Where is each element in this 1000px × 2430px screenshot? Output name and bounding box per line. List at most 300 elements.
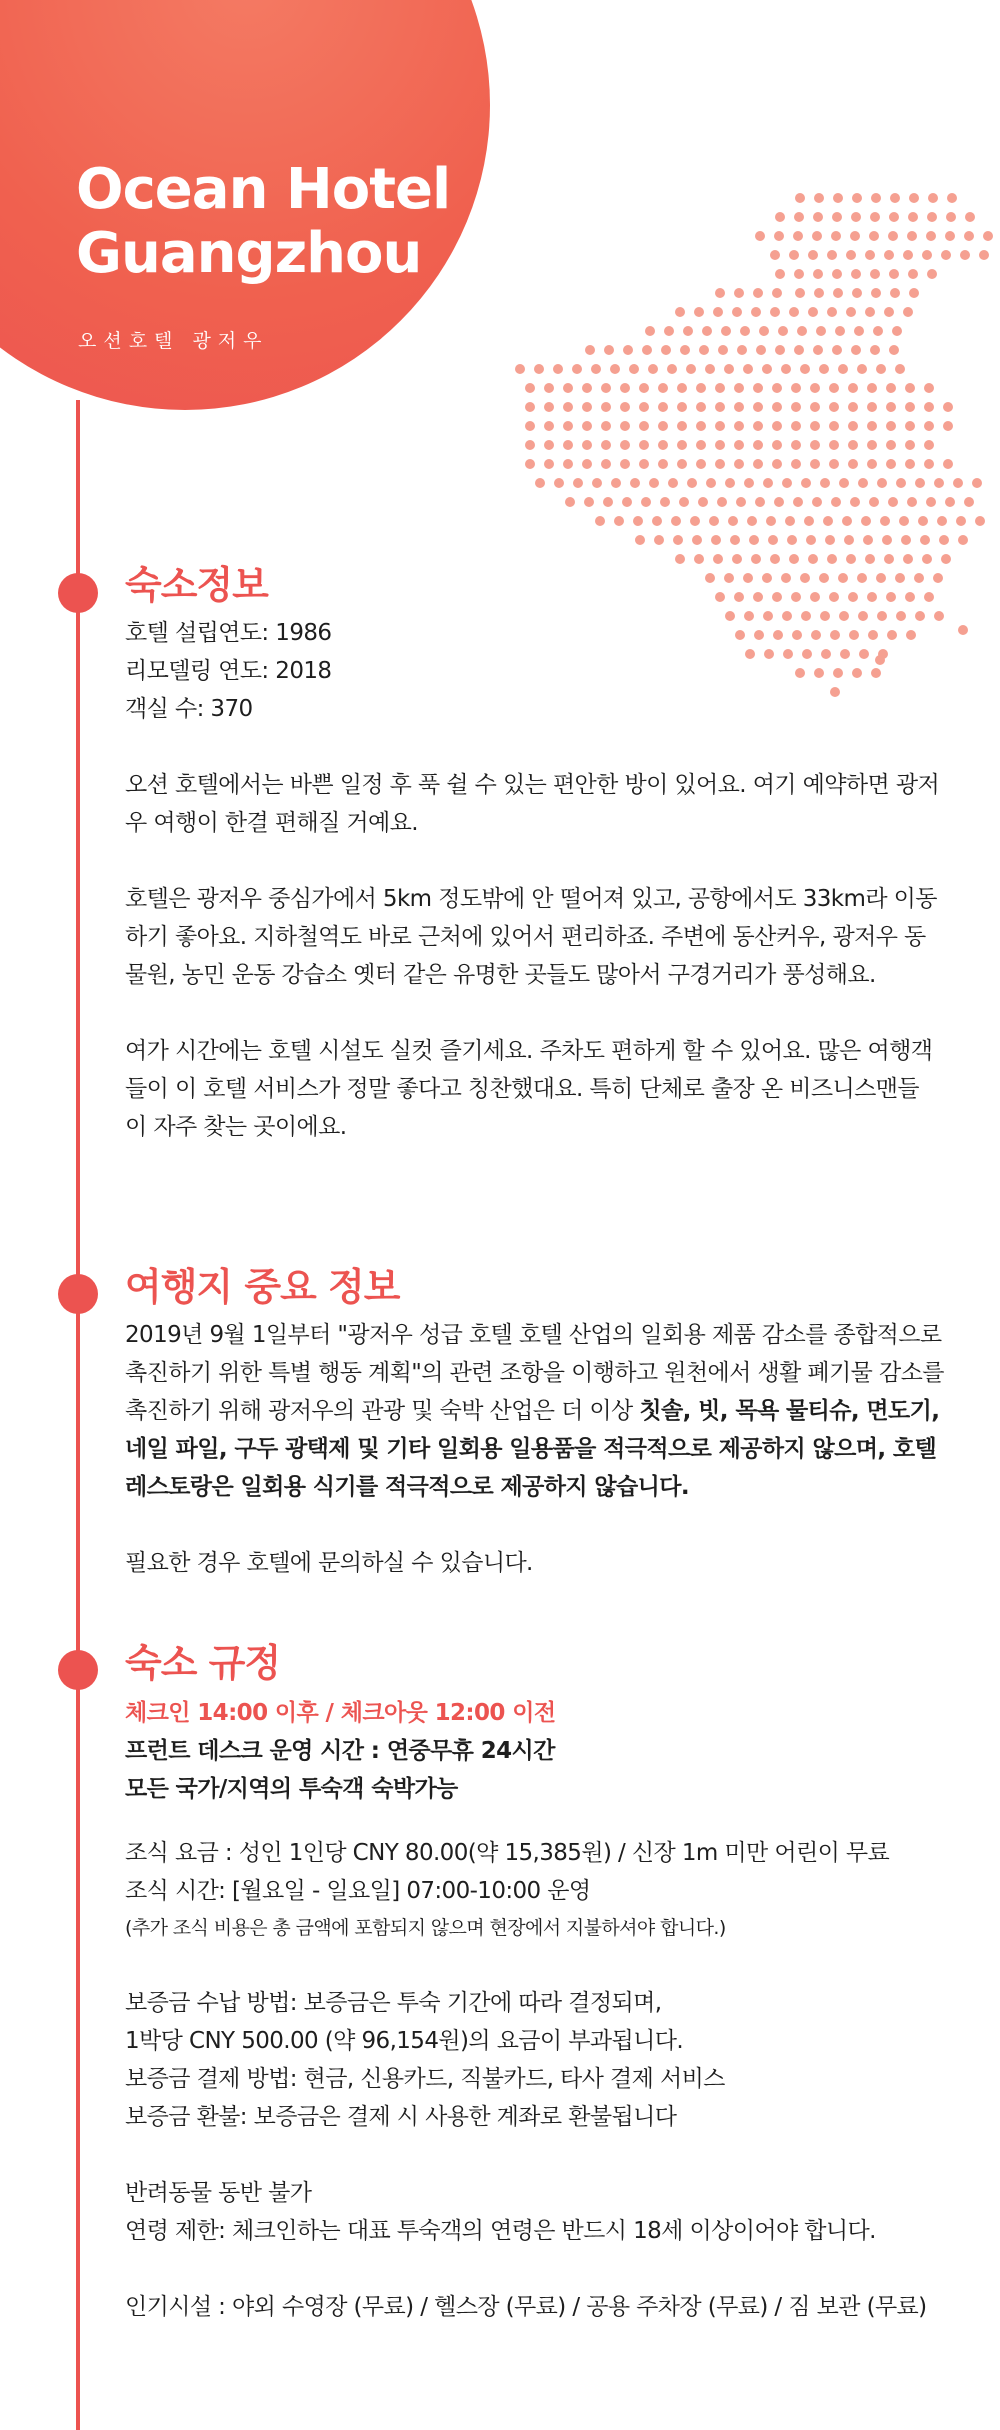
map-dot (601, 383, 611, 393)
map-dot (772, 402, 782, 412)
map-dot (660, 497, 670, 507)
map-dot (734, 288, 744, 298)
map-dot (810, 459, 820, 469)
map-dot (896, 478, 906, 488)
map-dot (800, 364, 810, 374)
map-dot (865, 250, 875, 260)
map-dot (544, 421, 554, 431)
map-dot (679, 497, 689, 507)
popular-facilities: 인기시설 : 야외 수영장 (무료) / 헬스장 (무료) / 공용 주차장 (무료) / 짐 보관 (무료) (125, 2294, 927, 2320)
map-dot (698, 497, 708, 507)
map-dot (846, 307, 856, 317)
guest-eligibility: 모든 국가/지역의 투숙객 숙박가능 (125, 1776, 458, 1802)
map-dot (791, 383, 801, 393)
map-dot (775, 269, 785, 279)
map-dot (886, 402, 896, 412)
map-dot (639, 421, 649, 431)
map-dot (734, 402, 744, 412)
map-dot (915, 478, 925, 488)
map-dot (582, 383, 592, 393)
breakfast-note: (추가 조식 비용은 총 금액에 포함되지 않으며 현장에서 지불하셔야 합니다.) (125, 1917, 726, 1939)
map-dot (645, 326, 655, 336)
map-dot (850, 497, 860, 507)
map-dot (525, 421, 535, 431)
map-dot (791, 459, 801, 469)
map-dot (851, 212, 861, 222)
map-dot (696, 459, 706, 469)
map-dot (852, 288, 862, 298)
map-dot (829, 440, 839, 450)
map-dot (848, 459, 858, 469)
map-dot (920, 535, 930, 545)
map-dot (892, 326, 902, 336)
map-dot (582, 421, 592, 431)
map-dot (592, 478, 602, 488)
map-dot (563, 459, 573, 469)
map-dot (696, 440, 706, 450)
map-dot (953, 478, 963, 488)
map-dot (829, 459, 839, 469)
map-dot (820, 478, 830, 488)
map-dot (924, 383, 934, 393)
map-dot (852, 193, 862, 203)
map-dot (907, 231, 917, 241)
map-dot (730, 535, 740, 545)
map-dot (886, 440, 896, 450)
map-dot (623, 345, 633, 355)
map-dot (831, 231, 841, 241)
map-dot (775, 345, 785, 355)
map-dot (846, 250, 856, 260)
map-dot (781, 364, 791, 374)
map-dot (888, 231, 898, 241)
map-dot (601, 440, 611, 450)
map-dot (905, 459, 915, 469)
map-dot (926, 497, 936, 507)
map-dot (791, 440, 801, 450)
map-dot (924, 459, 934, 469)
map-dot (832, 345, 842, 355)
map-dot (814, 193, 824, 203)
contact-hotel-note: 필요한 경우 호텔에 문의하실 수 있습니다. (125, 1550, 533, 1576)
map-dot (854, 326, 864, 336)
map-dot (696, 402, 706, 412)
map-dot (886, 459, 896, 469)
map-dot (808, 307, 818, 317)
map-dot (629, 364, 639, 374)
map-dot (877, 478, 887, 488)
single-use-notice (125, 1316, 945, 1506)
map-dot (535, 478, 545, 488)
map-dot (867, 440, 877, 450)
map-dot (861, 516, 871, 526)
map-dot (789, 250, 799, 260)
map-dot (867, 459, 877, 469)
map-dot (956, 516, 966, 526)
map-dot (873, 326, 883, 336)
map-dot (774, 231, 784, 241)
map-dot (827, 250, 837, 260)
map-dot (907, 497, 917, 507)
map-dot (901, 535, 911, 545)
map-dot (544, 440, 554, 450)
map-dot (772, 288, 782, 298)
map-dot (794, 345, 804, 355)
map-dot (734, 383, 744, 393)
map-dot (614, 516, 624, 526)
map-dot (658, 402, 668, 412)
map-dot (810, 421, 820, 431)
breakfast-fee: 조식 요금 : 성인 1인당 CNY 80.00(약 15,385원) / 신장 1m 미만 어린이 무료 (125, 1840, 890, 1866)
map-dot (706, 478, 716, 488)
map-dot (677, 402, 687, 412)
map-dot (810, 402, 820, 412)
map-dot (635, 535, 645, 545)
map-dot (964, 231, 974, 241)
checkin-checkout-times: 체크인 14:00 이후 / 체크아웃 12:00 이전 (125, 1700, 556, 1726)
map-dot (768, 535, 778, 545)
map-dot (905, 383, 915, 393)
map-dot (525, 440, 535, 450)
map-dot (734, 440, 744, 450)
map-dot (927, 212, 937, 222)
map-dot (884, 307, 894, 317)
map-dot (763, 478, 773, 488)
map-dot (958, 535, 968, 545)
map-dot (603, 497, 613, 507)
map-dot (848, 402, 858, 412)
map-dot (690, 516, 700, 526)
map-dot (905, 421, 915, 431)
map-dot (964, 497, 974, 507)
map-dot (924, 421, 934, 431)
map-dot (829, 402, 839, 412)
map-dot (850, 231, 860, 241)
map-dot (806, 535, 816, 545)
map-dot (709, 516, 719, 526)
map-dot (766, 516, 776, 526)
map-dot (842, 516, 852, 526)
map-dot (909, 193, 919, 203)
map-dot (753, 459, 763, 469)
map-dot (572, 364, 582, 374)
map-dot (889, 212, 899, 222)
map-dot (813, 345, 823, 355)
deposit-payment-methods: 보증금 결제 방법: 현금, 신용카드, 직불카드, 타사 결제 서비스 (125, 2066, 725, 2092)
section-title-policies: 숙소 규정 (125, 1641, 281, 1685)
map-dot (863, 535, 873, 545)
map-dot (829, 383, 839, 393)
map-dot (808, 250, 818, 260)
map-dot (865, 307, 875, 317)
map-dot (909, 288, 919, 298)
map-dot (848, 421, 858, 431)
map-dot (813, 269, 823, 279)
map-dot (692, 535, 702, 545)
map-dot (696, 383, 706, 393)
map-dot (525, 459, 535, 469)
map-dot (747, 516, 757, 526)
map-dot (687, 478, 697, 488)
map-dot (794, 269, 804, 279)
map-dot (844, 535, 854, 545)
map-dot (946, 212, 956, 222)
map-dot (848, 440, 858, 450)
map-dot (525, 383, 535, 393)
map-dot (633, 516, 643, 526)
map-dot (890, 193, 900, 203)
map-dot (661, 345, 671, 355)
map-dot (565, 497, 575, 507)
map-dot (825, 535, 835, 545)
map-dot (658, 383, 668, 393)
map-dot (774, 497, 784, 507)
map-dot (525, 402, 535, 412)
deposit-amount: 1박당 CNY 500.00 (약 96,154원)의 요금이 부과됩니다. (125, 2028, 684, 2054)
map-dot (924, 402, 934, 412)
map-dot (960, 250, 970, 260)
map-dot (794, 212, 804, 222)
map-dot (652, 516, 662, 526)
map-dot (882, 535, 892, 545)
map-dot (639, 383, 649, 393)
map-dot (871, 193, 881, 203)
map-dot (711, 535, 721, 545)
map-dot (895, 364, 905, 374)
map-dot (584, 497, 594, 507)
map-dot (715, 288, 725, 298)
map-dot (762, 364, 772, 374)
map-dot (585, 345, 595, 355)
map-dot (715, 402, 725, 412)
map-dot (601, 402, 611, 412)
map-dot (889, 345, 899, 355)
map-dot (582, 459, 592, 469)
map-dot (667, 364, 677, 374)
map-dot (563, 440, 573, 450)
map-dot (801, 478, 811, 488)
deposit-method: 보증금 수납 방법: 보증금은 투숙 기간에 따라 결정되며, (125, 1990, 662, 2016)
map-dot (554, 478, 564, 488)
map-dot (922, 250, 932, 260)
map-dot (677, 383, 687, 393)
map-dot (702, 326, 712, 336)
map-dot (787, 535, 797, 545)
map-dot (979, 250, 989, 260)
map-dot (753, 288, 763, 298)
map-dot (943, 402, 953, 412)
map-dot (696, 421, 706, 431)
map-dot (795, 288, 805, 298)
map-dot (791, 402, 801, 412)
map-dot (573, 478, 583, 488)
map-dot (591, 364, 601, 374)
map-dot (888, 497, 898, 507)
map-dot (713, 307, 723, 317)
map-dot (867, 383, 877, 393)
map-dot (778, 326, 788, 336)
map-dot (658, 421, 668, 431)
map-dot (553, 364, 563, 374)
map-dot (642, 345, 652, 355)
fact-room-count: 객실 수: 370 (125, 696, 253, 722)
map-dot (755, 497, 765, 507)
map-dot (903, 250, 913, 260)
map-dot (899, 516, 909, 526)
map-dot (756, 345, 766, 355)
map-dot (945, 231, 955, 241)
front-desk-hours: 프런트 데스크 운영 시간 : 연중무휴 24시간 (125, 1738, 555, 1764)
map-dot (816, 326, 826, 336)
timeline-dot-travel-info (58, 1274, 98, 1314)
map-dot (639, 440, 649, 450)
map-dot (827, 307, 837, 317)
map-dot (639, 402, 649, 412)
map-dot (582, 402, 592, 412)
map-dot (582, 440, 592, 450)
map-dot (744, 478, 754, 488)
map-dot (793, 231, 803, 241)
map-dot (648, 364, 658, 374)
timeline-line (76, 400, 80, 2430)
map-dot (677, 440, 687, 450)
map-dot (934, 478, 944, 488)
map-dot (544, 383, 554, 393)
map-dot (965, 212, 975, 222)
map-dot (654, 535, 664, 545)
section-title-travel-info: 여행지 중요 정보 (125, 1265, 400, 1309)
map-dot (677, 459, 687, 469)
map-dot (886, 421, 896, 431)
map-dot (737, 345, 747, 355)
hotel-name-line2: Guangzhou (76, 221, 422, 286)
map-dot (795, 193, 805, 203)
map-dot (943, 459, 953, 469)
map-dot (838, 364, 848, 374)
map-dot (736, 497, 746, 507)
map-dot (699, 345, 709, 355)
map-dot (658, 440, 668, 450)
map-dot (871, 288, 881, 298)
map-dot (905, 440, 915, 450)
map-dot (664, 326, 674, 336)
map-dot (939, 535, 949, 545)
map-dot (831, 497, 841, 507)
map-dot (515, 364, 525, 374)
map-dot (620, 440, 630, 450)
map-dot (753, 402, 763, 412)
map-dot (721, 326, 731, 336)
map-dot (751, 307, 761, 317)
map-dot (782, 478, 792, 488)
map-dot (870, 345, 880, 355)
map-dot (601, 459, 611, 469)
map-dot (870, 269, 880, 279)
map-dot (869, 231, 879, 241)
map-dot (848, 383, 858, 393)
map-dot (793, 497, 803, 507)
timeline-dot-policies (58, 1650, 98, 1690)
map-dot (680, 345, 690, 355)
map-dot (905, 402, 915, 412)
map-dot (943, 421, 953, 431)
section-accommodation-info (125, 560, 945, 1146)
map-dot (958, 625, 968, 635)
map-dot (620, 459, 630, 469)
map-dot (753, 421, 763, 431)
fact-established-year: 호텔 설립연도: 1986 (125, 620, 332, 646)
map-dot (715, 440, 725, 450)
map-dot (829, 421, 839, 431)
map-dot (675, 307, 685, 317)
map-dot (858, 478, 868, 488)
map-dot (772, 459, 782, 469)
map-dot (972, 478, 982, 488)
pet-policy: 반려동물 동반 불가 (125, 2180, 312, 2206)
map-dot (668, 478, 678, 488)
map-dot (724, 364, 734, 374)
map-dot (658, 459, 668, 469)
map-dot (785, 516, 795, 526)
map-dot (819, 364, 829, 374)
section-title-accommodation: 숙소정보 (125, 563, 268, 607)
map-dot (620, 402, 630, 412)
map-dot (791, 421, 801, 431)
map-dot (839, 478, 849, 488)
hotel-korean-name: 오션호텔 광저우 (78, 330, 269, 352)
description-paragraph-3: 여가 시간에는 호텔 시설도 실컷 즐기세요. 주차도 편하게 할 수 있어요. 많은 여행객들이 이 호텔 서비스가 정말 좋다고 칭찬했대요. 특히 단체로 출장 온 비즈니스맨들이 자주 찾는 곳이에요. (125, 1038, 933, 1140)
map-dot (563, 383, 573, 393)
age-restriction: 연령 제한: 체크인하는 대표 투숙객의 연령은 반드시 18세 이상이어야 합니다. (125, 2218, 876, 2244)
map-dot (851, 269, 861, 279)
map-dot (833, 193, 843, 203)
map-dot (715, 383, 725, 393)
map-dot (622, 497, 632, 507)
map-dot (928, 193, 938, 203)
map-dot (832, 269, 842, 279)
map-dot (717, 497, 727, 507)
map-dot (903, 307, 913, 317)
description-paragraph-2: 호텔은 광저우 중심가에서 5km 정도밖에 안 떨어져 있고, 공항에서도 33km라 이동하기 좋아요. 지하철역도 바로 근처에 있어서 편리하죠. 주변에 동산커우, 광저우 동물원, 농민 운동 강습소 옛터 같은 유명한 곳들도 많아서 구경거리가 풍성해요. (125, 886, 937, 988)
map-dot (734, 459, 744, 469)
map-dot (772, 383, 782, 393)
notice-bold-text: 칫솔, 빗, 목욕 물티슈, 면도기, 네일 파일, 구두 광택제 및 기타 일회용 일용품을 적극적으로 제공하지 않으며, 호텔 레스토랑은 일회용 식기를 적극적으로 제공하지 않습니다. (125, 1398, 940, 1500)
map-dot (641, 497, 651, 507)
map-dot (753, 383, 763, 393)
map-dot (683, 326, 693, 336)
map-dot (611, 478, 621, 488)
map-dot (889, 269, 899, 279)
map-dot (812, 497, 822, 507)
map-dot (544, 402, 554, 412)
map-dot (890, 288, 900, 298)
map-dot (534, 364, 544, 374)
map-dot (728, 516, 738, 526)
map-dot (941, 250, 951, 260)
map-dot (851, 345, 861, 355)
map-dot (813, 212, 823, 222)
map-dot (610, 364, 620, 374)
map-dot (876, 364, 886, 374)
map-dot (544, 459, 554, 469)
map-dot (734, 421, 744, 431)
map-dot (753, 440, 763, 450)
map-dot (918, 516, 928, 526)
map-dot (630, 478, 640, 488)
map-dot (755, 231, 765, 241)
map-dot (945, 497, 955, 507)
map-dot (927, 269, 937, 279)
